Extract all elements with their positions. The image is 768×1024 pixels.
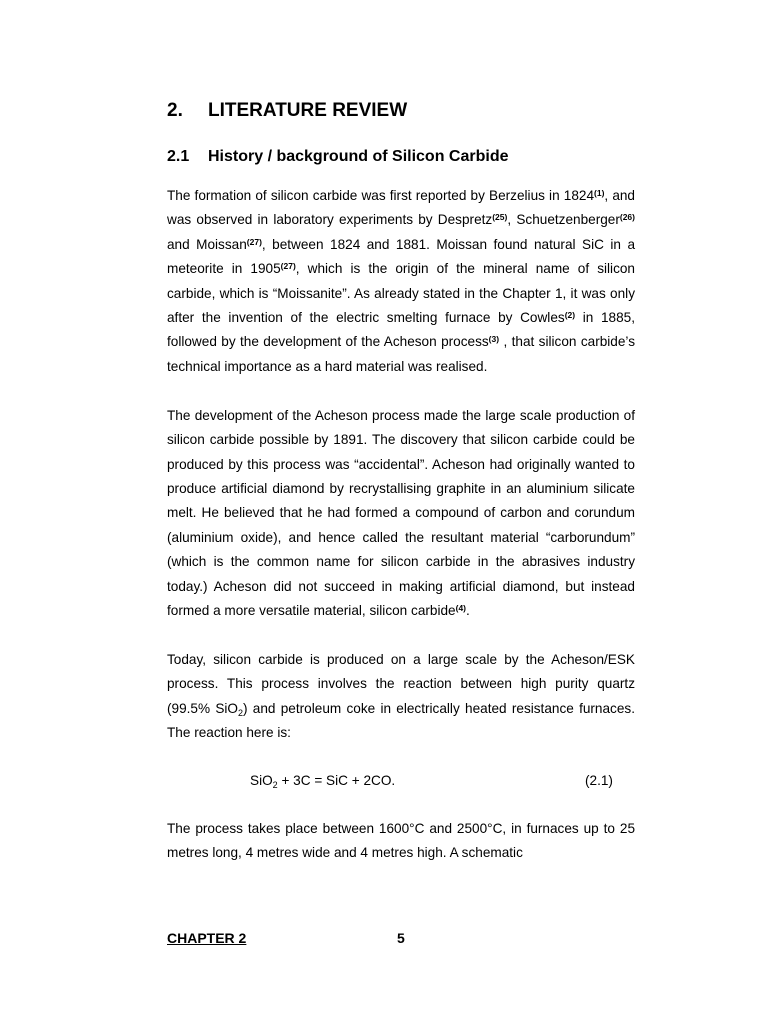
equation-part: + 3C = SiC + 2CO. [277, 772, 396, 788]
text-run: , and was observed in laboratory experiments by Despretz [167, 188, 635, 228]
section-title: History / background of Silicon Carbide [208, 148, 509, 165]
text-run: and Moissan [167, 236, 247, 252]
citation-ref: (27) [280, 261, 296, 272]
text-run: , between 1824 and 1881. Moissan found natural SiC in a meteorite in 1905 [167, 236, 636, 277]
citation-ref: (1) [594, 188, 605, 198]
chapter-number: 2. [167, 100, 183, 121]
page-footer [167, 930, 635, 954]
citation-ref: (27) [246, 236, 262, 247]
text-run: The formation of silicon carbide was first reported by Berzelius in 1824 [167, 188, 595, 203]
paragraph-production [167, 648, 635, 746]
citation-ref: (4) [455, 603, 466, 613]
section-heading [167, 143, 635, 171]
text-run: in 1885, followed by the development of the Acheson process [167, 310, 636, 350]
text-run: . [466, 603, 470, 618]
footer-chapter: CHAPTER 2 [167, 930, 247, 946]
citation-ref: (25) [492, 212, 508, 223]
page-number: 5 [397, 930, 405, 946]
text-run: ) and petroleum coke in electrically heated resistance furnaces. The reaction here is: [167, 700, 635, 741]
equation-number: (2.1) [585, 772, 613, 788]
text-run: Today, silicon carbide is produced on a large scale by the Acheson/ESK process. This process involves the reaction between high purity quartz (99.5% SiO [167, 651, 635, 716]
section-number: 2.1 [167, 148, 190, 165]
text-run: The process takes place between 1600°C and 2500°C, in furnaces up to 25 metres long, 4 metres wide and 4 metres high. A schematic [167, 821, 635, 861]
chapter-heading [167, 96, 635, 126]
equation [167, 769, 635, 793]
text-run: , that silicon carbide’s technical importance as a hard material was realised. [167, 334, 635, 374]
text-run: The development of the Acheson process made the large scale production of silicon carbide possible by 1891. The discovery that silicon carbide could be produced by this process was “accidental”. Acheson had originally wanted to produce artificial diamond by recrystallising graphite in an aluminium silicate melt. He believed that he had formed a compound of carbon and corundum (aluminium oxide), and hence called the resultant material “carborundum” (which is the common name for silicon carbide in the abrasives industry today.) Acheson did not succeed in making artificial diamond, but instead formed a more versatile material, silicon carbide [167, 407, 635, 618]
paragraph-process [167, 817, 635, 866]
citation-ref: (26) [619, 212, 635, 223]
subscript: 2 [238, 707, 244, 718]
subscript: 2 [272, 779, 278, 790]
citation-ref: (3) [488, 334, 500, 345]
text-run: , which is the origin of the mineral name of silicon carbide, which is “Moissanite”. As already stated in the Chapter 1, it was only after the invention of the electric smelting furnace by Cowles [167, 261, 635, 326]
chapter-title: LITERATURE REVIEW [208, 100, 408, 121]
equation-expression [250, 769, 395, 793]
document-page [167, 96, 635, 866]
paragraph-history [167, 184, 635, 379]
text-run: , Schuetzenberger [507, 212, 620, 228]
citation-ref: (2) [564, 310, 576, 321]
equation-part: SiO [250, 772, 273, 788]
paragraph-acheson [167, 404, 635, 624]
